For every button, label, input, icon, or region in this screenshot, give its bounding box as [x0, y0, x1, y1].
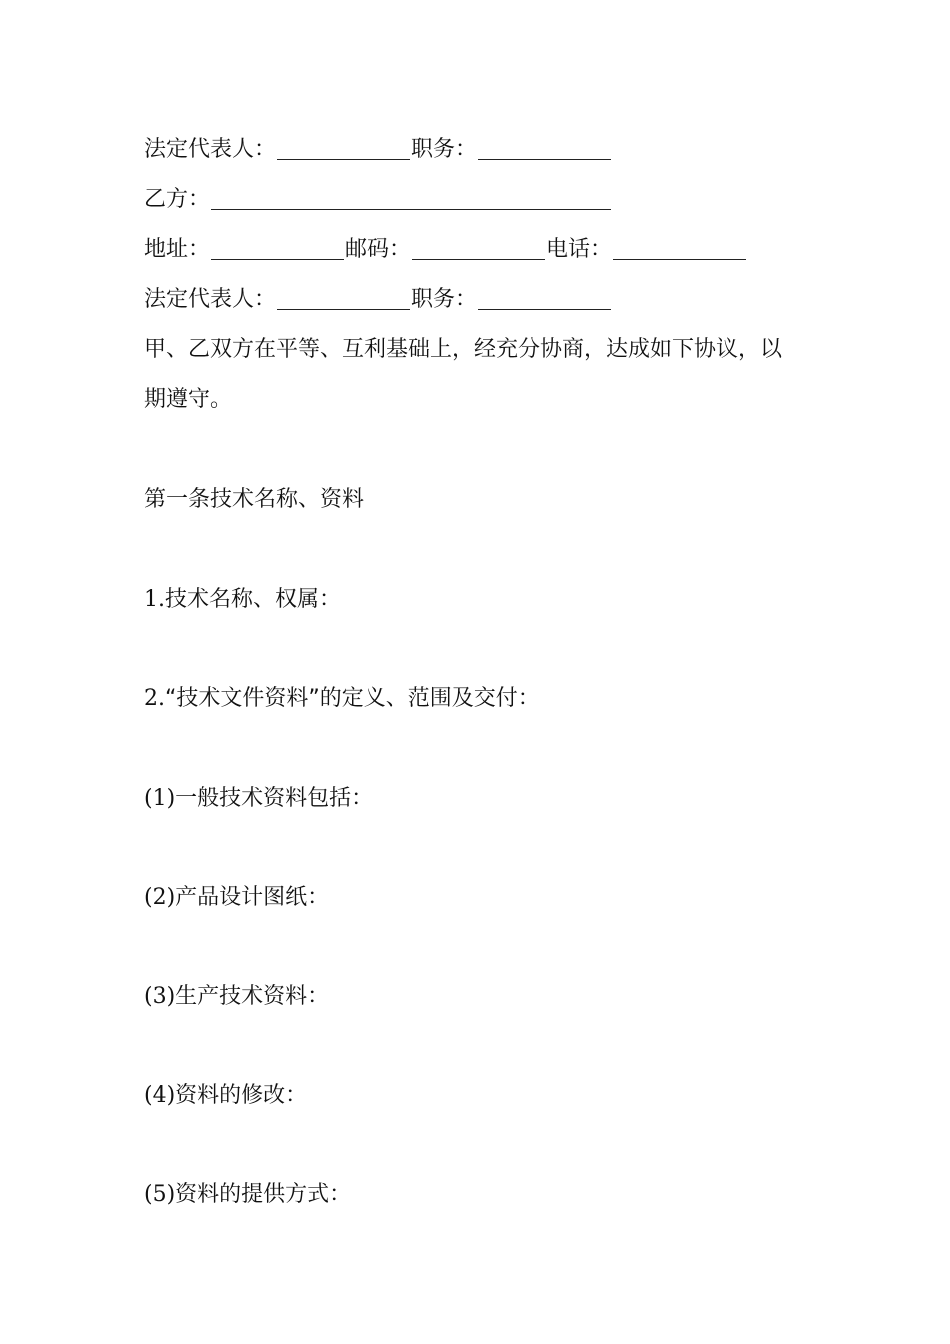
party-a-legal-rep-row — [144, 135, 612, 165]
sub-item-number: (2) — [144, 885, 176, 910]
sub-item-text: 资料的提供方式： — [175, 1182, 352, 1207]
sub-item-number: (1) — [144, 786, 176, 811]
party-b-legal-rep-row — [144, 285, 612, 315]
item-number: 1. — [144, 587, 165, 612]
legal-rep-label: 法定代表人： — [144, 287, 277, 312]
sub-item-text: 产品设计图纸： — [175, 885, 330, 910]
sub-item-text: 生产技术资料： — [175, 984, 330, 1009]
position-label: 职务： — [411, 137, 478, 162]
phone-label: 电话： — [546, 237, 613, 262]
sub-item-text: 一般技术资料包括： — [175, 786, 374, 811]
preamble-line-2: 期遵守。 — [144, 387, 233, 412]
legal-rep-label: 法定代表人： — [144, 137, 277, 162]
position-label: 职务： — [411, 287, 478, 312]
article-1-item-1 — [144, 585, 341, 615]
party-b-name-blank — [211, 187, 611, 210]
address-label: 地址： — [144, 237, 211, 262]
article-1-sub-item-5 — [144, 1180, 351, 1210]
phone-blank — [613, 237, 746, 260]
article-1-sub-item-3 — [144, 982, 329, 1012]
sub-item-number: (5) — [144, 1182, 176, 1207]
sub-item-text: 资料的修改： — [175, 1083, 308, 1108]
sub-item-number: (3) — [144, 984, 176, 1009]
article-1-sub-item-1 — [144, 784, 373, 814]
legal-rep-blank — [277, 287, 410, 310]
legal-rep-blank — [277, 137, 410, 160]
postcode-blank — [412, 237, 545, 260]
item-number: 2. — [144, 686, 165, 711]
article-1-item-2 — [144, 684, 540, 714]
article-1-title: 第一条技术名称、资料 — [144, 487, 365, 512]
party-b-contact-row — [144, 235, 747, 265]
party-b-name-row — [144, 185, 612, 215]
party-b-label: 乙方： — [144, 187, 211, 212]
preamble-line-1: 甲、乙双方在平等、互利基础上，经充分协商，达成如下协议，以 — [144, 337, 783, 362]
article-1-sub-item-4 — [144, 1081, 307, 1111]
sub-item-number: (4) — [144, 1083, 176, 1108]
item-text: “技术文件资料”的定义、范围及交付： — [165, 686, 540, 711]
position-blank — [478, 287, 611, 310]
postcode-label: 邮码： — [345, 237, 412, 262]
address-blank — [211, 237, 344, 260]
position-blank — [478, 137, 611, 160]
article-1-sub-item-2 — [144, 883, 329, 913]
item-text: 技术名称、权属： — [165, 587, 342, 612]
